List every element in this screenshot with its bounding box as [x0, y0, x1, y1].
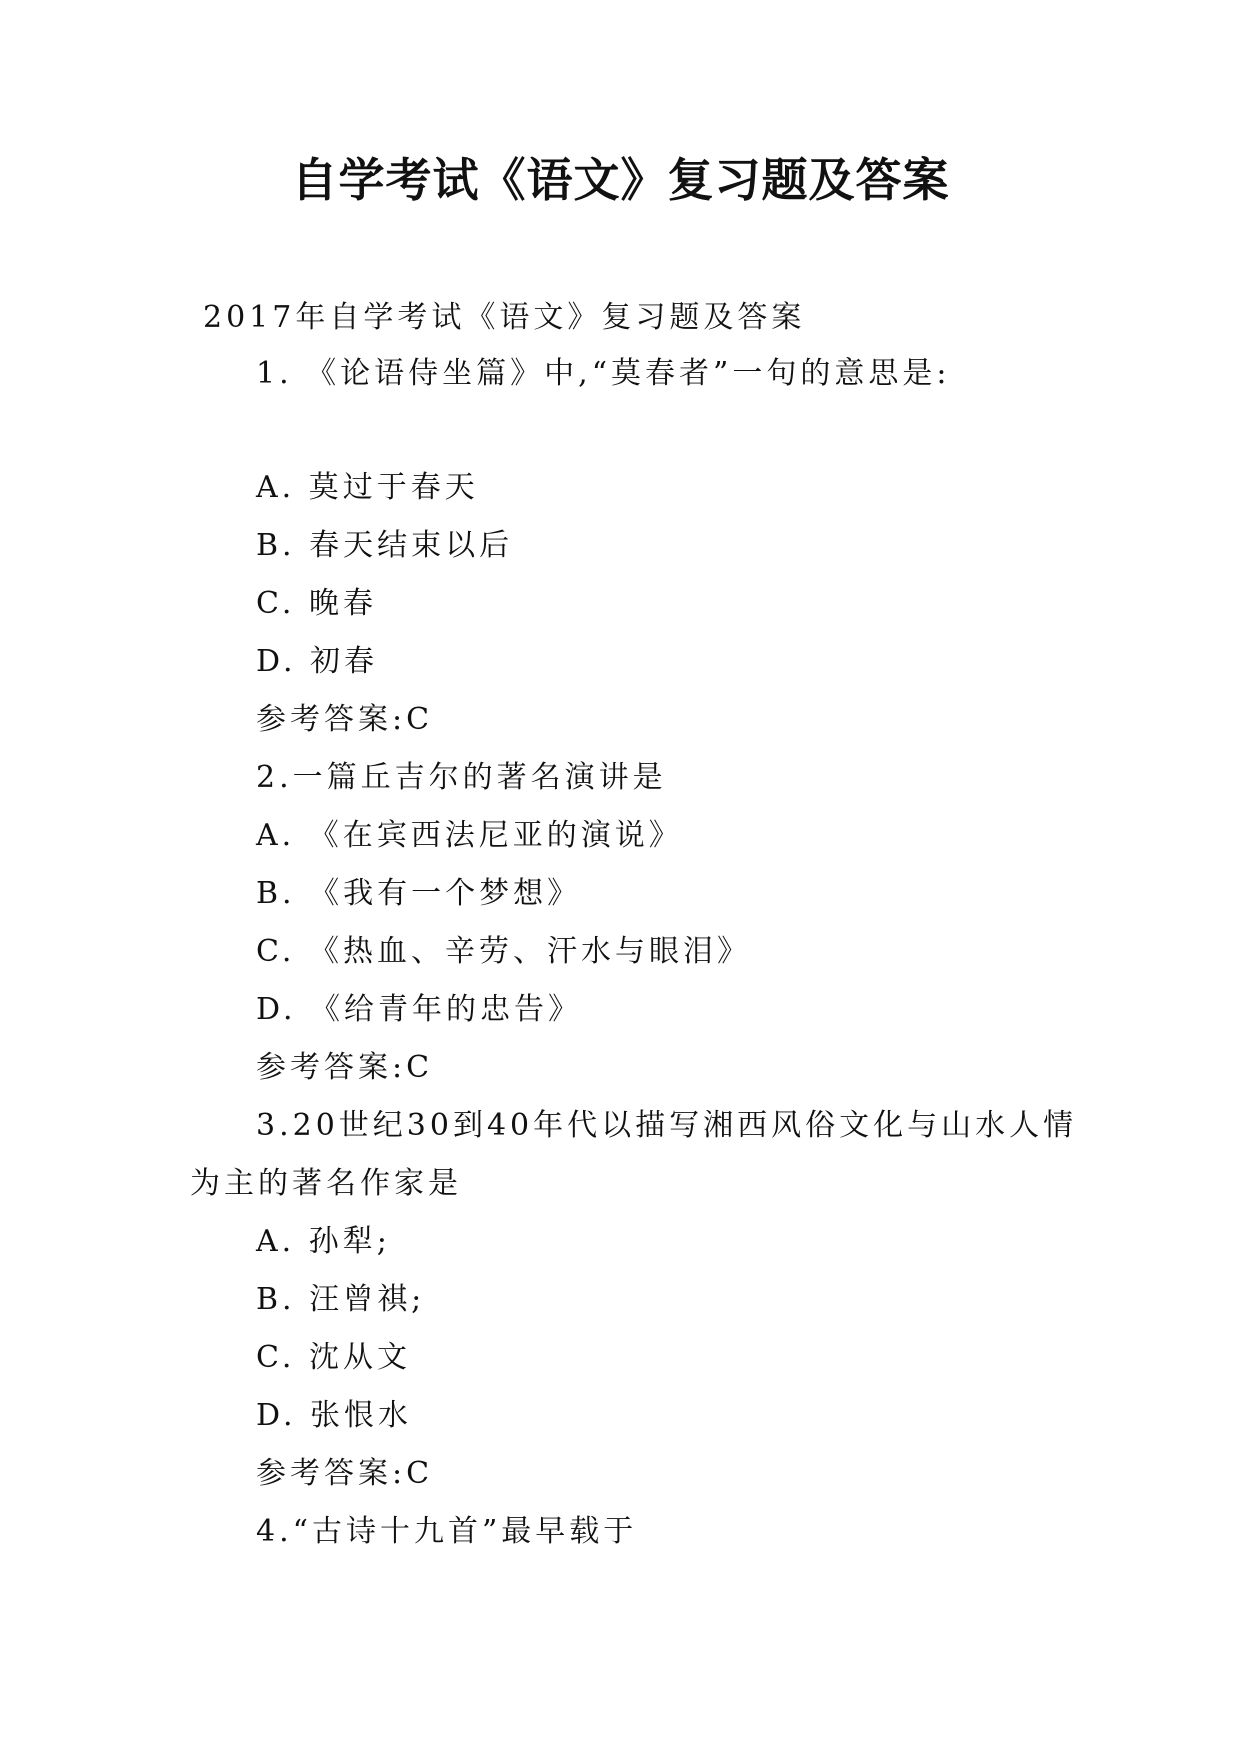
question-2-stem: 2.一篇丘吉尔的著名演讲是: [256, 760, 667, 795]
question-1-stem: 1. 《论语侍坐篇》中,“莫春者”一句的意思是:: [256, 356, 951, 391]
question-2-option-d: D. 《给青年的忠告》: [256, 992, 583, 1027]
question-3-stem-line1: 3.20世纪30到40年代以描写湘西风俗文化与山水人情: [256, 1108, 1078, 1143]
question-1-option-c: C. 晚春: [256, 586, 377, 621]
document-subtitle: 2017年自学考试《语文》复习题及答案: [203, 300, 806, 335]
question-1-option-d: D. 初春: [256, 644, 379, 679]
question-2-answer: 参考答案:C: [256, 1050, 434, 1085]
question-3-option-d: D. 张恨水: [256, 1398, 413, 1433]
question-1-answer: 参考答案:C: [256, 702, 434, 737]
question-2-option-b: B. 《我有一个梦想》: [256, 876, 582, 911]
question-3-stem-line2: 为主的著名作家是: [190, 1166, 462, 1201]
question-2-option-a: A. 《在宾西法尼亚的演说》: [256, 818, 683, 853]
question-3-option-c: C. 沈从文: [256, 1340, 411, 1375]
question-3-option-a: A. 孙犁;: [256, 1224, 391, 1259]
question-4-stem: 4.“古诗十九首”最早载于: [256, 1514, 638, 1549]
question-1-option-a: A. 莫过于春天: [256, 470, 479, 505]
document-title: 自学考试《语文》复习题及答案: [291, 153, 950, 207]
question-1-option-b: B. 春天结束以后: [256, 528, 514, 563]
question-3-answer: 参考答案:C: [256, 1456, 434, 1491]
question-3-option-b: B. 汪曾祺;: [256, 1282, 426, 1317]
question-2-option-c: C. 《热血、辛劳、汗水与眼泪》: [256, 934, 751, 969]
